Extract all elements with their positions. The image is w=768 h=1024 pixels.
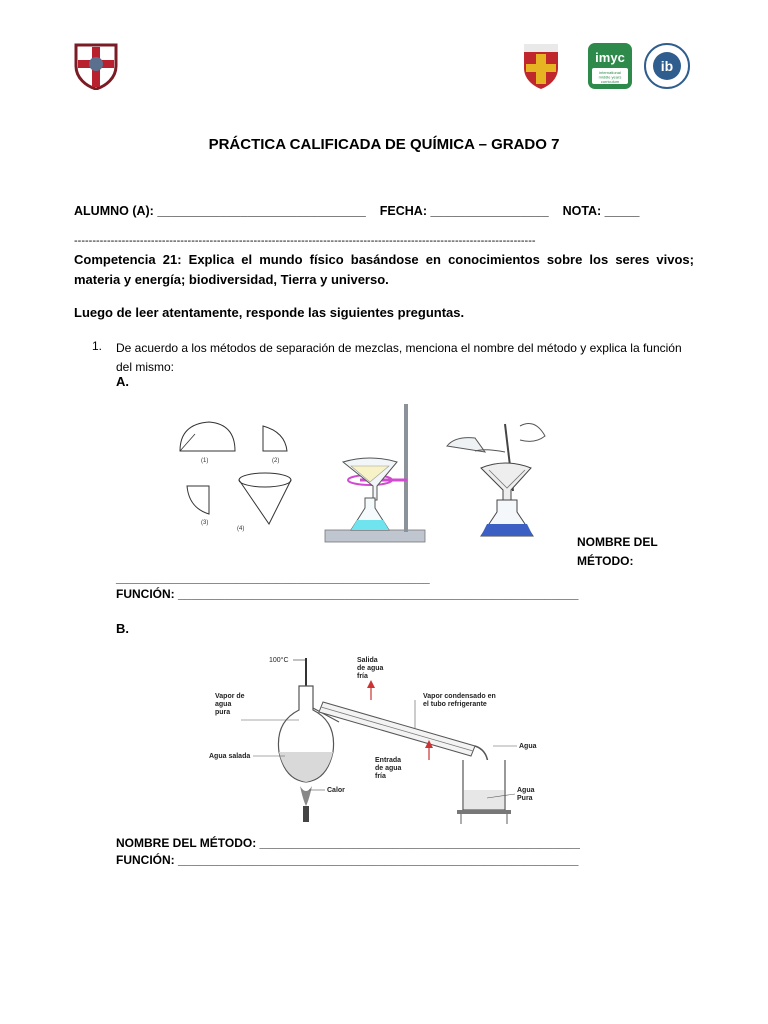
function-line-a[interactable]: FUNCIÓN: ____________________________________________________________ [116,587,579,601]
competency-text: Competencia 21: Explica el mundo físico basándose en conocimientos sobre los seres vivos; materia y energía; biodiversidad, Tierra y universo. [74,252,694,287]
agua-pura-label-1: Agua [517,787,535,794]
distillation-diagram [205,648,565,828]
salida-label-1: Salida [357,657,378,664]
agua-pura-label-2: Pura [517,795,533,802]
question-text: De acuerdo a los métodos de separación de mezclas, menciona el nombre del método y explica la función del mismo: [116,341,682,374]
temp-label: 100°C [269,657,289,664]
fold-label-4: (4) [237,526,245,532]
grade-field[interactable]: NOTA: _____ [562,204,640,218]
svg-text:curriculum: curriculum [600,79,620,84]
header-fields [74,204,639,218]
ib-logo-text: ib [660,58,674,74]
vapor-label-3: pura [215,709,231,716]
svg-text:Salidade aguafría [357,657,384,680]
svg-text:Entradade aguafría [375,757,402,780]
imyc-logo-text: imyc [595,50,625,65]
entrada-label-1: Entrada [375,757,402,764]
method-name-line-b[interactable]: NOMBRE DEL MÉTODO: ________________________________________________ [116,836,580,850]
imyc-logo [587,42,633,90]
part-a-label: A. [116,374,129,389]
svg-text:middle years: middle years [598,74,622,80]
calor-label: Calor [327,787,345,794]
fold-label-3: (3) [201,520,209,526]
entrada-label-3: fría [375,773,386,780]
vapor-label-1: Vapor de [215,693,245,700]
fold-label-2: (2) [272,458,280,464]
condensado-label-1: Vapor condensado en [423,693,496,700]
condensado-label-2: el tubo refrigerante [423,701,487,708]
date-field[interactable]: FECHA: _________________ [379,204,549,218]
svg-text:Vapor condensado enel tubo ref [423,693,496,708]
part-b-label: B. [116,621,129,636]
method-name-label-a: NOMBRE DEL MÉTODO: [577,535,658,568]
agua-label: Agua [519,743,537,750]
agua-salada-label: Agua salada [209,753,251,760]
function-line-b[interactable]: FUNCIÓN: ____________________________________________________________ [116,853,579,867]
fold-label-1: (1) [201,458,209,464]
page-title: PRÁCTICA CALIFICADA DE QUÍMICA – GRADO 7 [208,136,560,153]
svg-text:international: international [599,70,621,75]
salida-label-3: fría [357,673,368,680]
instruction-text: Luego de leer atentamente, responde las siguientes preguntas. [74,305,465,320]
svg-text:AguaPura [517,787,535,802]
svg-text:Vapor deaguapura [215,693,245,716]
cambridge-crest-logo [522,42,560,90]
salida-label-2: de agua [357,665,384,672]
vapor-label-2: agua [215,701,232,708]
ib-logo [643,42,691,90]
student-field[interactable]: ALUMNO (A): ______________________________ [74,204,366,218]
school-crest-logo [73,42,119,90]
question-number: 1. [92,339,103,353]
entrada-label-2: de agua [375,765,402,772]
answer-line-a[interactable]: _______________________________________________ [116,571,430,585]
filtration-diagram [175,396,565,548]
divider-line: ------------------------------------------------------------------------------------------------------------------------------ [74,235,536,247]
